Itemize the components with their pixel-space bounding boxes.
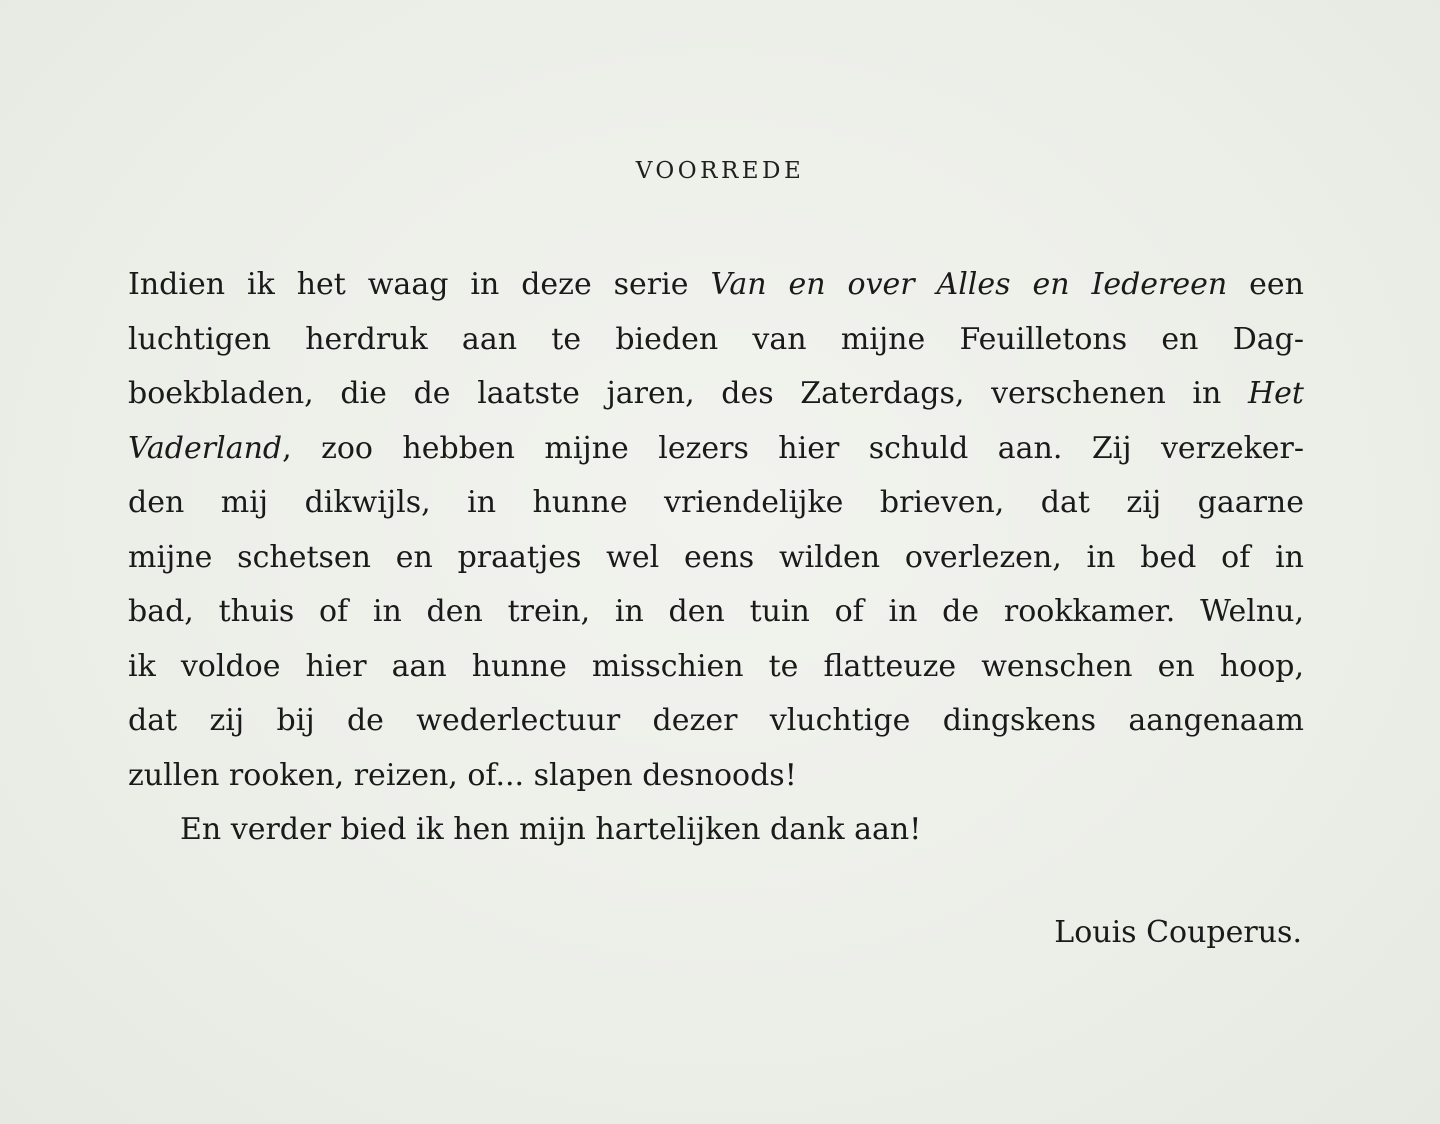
text-line	[128, 422, 1304, 477]
page-heading: VOORREDE	[635, 158, 805, 184]
text-line	[128, 749, 1304, 804]
line-text: , zoo hebben mijne lezers hier schuld aan. Zij verzeker-	[282, 430, 1304, 466]
text-line	[128, 313, 1304, 368]
text-line	[128, 531, 1304, 586]
text-line	[128, 694, 1304, 749]
line-text: boekbladen, die de laatste jaren, des Zaterdags, verschenen in	[128, 376, 1249, 411]
text-line	[128, 476, 1304, 531]
line-text: mijne schetsen en praatjes wel eens wilden overlezen, in bed of in	[128, 539, 1304, 575]
closing-line: En verder bied ik hen mijn hartelijken dank aan!	[180, 812, 922, 847]
text-line	[128, 640, 1304, 695]
line-text: ik voldoe hier aan hunne misschien te flatteuze wenschen en hoop,	[128, 648, 1304, 684]
line-text: zullen rooken, reizen, of... slapen desnoods!	[128, 757, 797, 793]
line-text: luchtigen herdruk aan te bieden van mijne Feuilletons en Dag-	[128, 321, 1304, 357]
line-text: den mij dikwijls, in hunne vriendelijke brieven, dat zij gaarne	[128, 485, 1304, 520]
italic-title-text: Het	[1248, 376, 1304, 411]
author-signature: Louis Couperus.	[1054, 915, 1302, 950]
italic-title-text: Vaderland	[128, 430, 283, 466]
preface-paragraph	[128, 258, 1304, 858]
text-line	[128, 367, 1304, 422]
line-text: bad, thuis of in den trein, in den tuin of in de rookkamer. Welnu,	[128, 594, 1304, 629]
line-text: dat zij bij de wederlectuur dezer vluchtige dingskens aangenaam	[128, 703, 1304, 738]
text-line	[128, 585, 1304, 640]
italic-title-text: Van en over Alles en Iedereen	[710, 267, 1228, 302]
line-text: Indien ik het waag in deze serie	[128, 267, 711, 302]
line-text: een	[1227, 267, 1304, 302]
text-line	[128, 258, 1304, 313]
